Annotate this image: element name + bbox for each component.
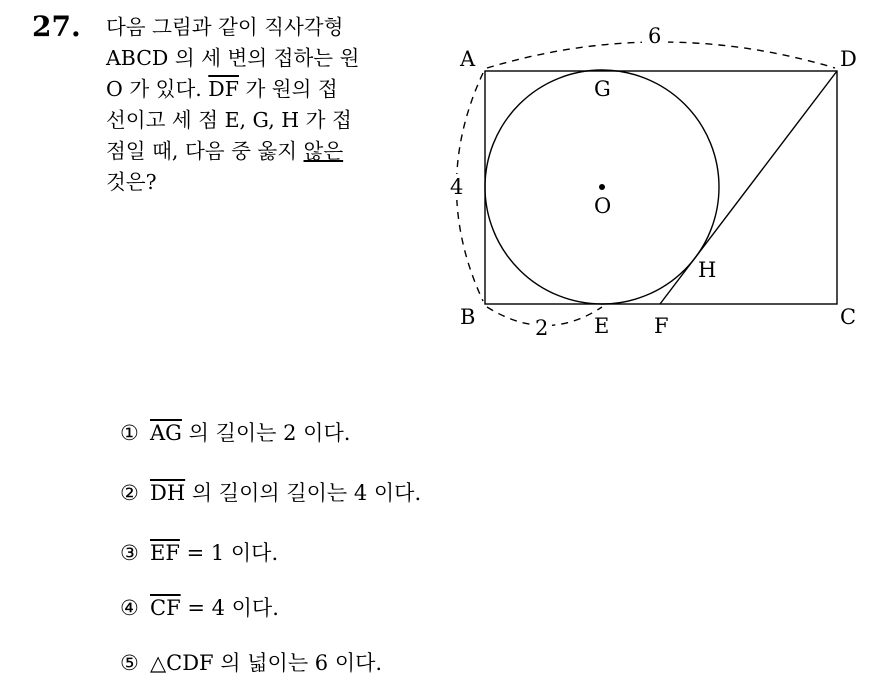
option-number: ③ — [120, 541, 139, 565]
option-2[interactable] — [120, 477, 421, 507]
option-number: ④ — [120, 596, 139, 620]
question-line-2: ABCD 의 세 변의 접하는 원 — [106, 46, 360, 70]
label-c: C — [840, 305, 857, 329]
question-text-part: 점일 때, 다음 중 옳지 — [106, 139, 304, 163]
center-point-o — [599, 184, 605, 190]
question-line-6: 것은? — [106, 170, 157, 194]
question-text-part: O 가 있다. — [106, 77, 209, 101]
question-number: 27. — [32, 10, 81, 43]
option-segment: $\overline{EF}$ — [150, 541, 180, 565]
label-d: D — [840, 47, 857, 71]
option-text: 의 길이의 길이는 4 이다. — [185, 481, 422, 505]
option-text: = 4 이다. — [180, 596, 279, 620]
option-3[interactable] — [120, 537, 278, 567]
segment-df: $\overline{DF}$ — [208, 77, 239, 101]
question-line-4: 선이고 세 점 E, G, H 가 접 — [106, 108, 352, 132]
dimension-label-bottom: 2 — [535, 316, 549, 340]
rectangle-abcd — [485, 71, 837, 304]
label-h: H — [698, 258, 717, 282]
underlined-word: 않은 — [303, 139, 344, 163]
option-text: 의 길이는 2 이다. — [181, 421, 351, 445]
question-line-1: 다음 그림과 같이 직사각형 — [106, 15, 344, 39]
dimension-label-top: 6 — [648, 24, 662, 48]
label-b: B — [460, 305, 476, 329]
option-number: ① — [120, 421, 139, 445]
label-o: O — [594, 194, 612, 218]
label-g: G — [594, 77, 611, 101]
option-number: ⑤ — [120, 651, 139, 675]
dimension-label-left: 4 — [450, 175, 464, 199]
label-f: F — [654, 314, 669, 338]
option-number: ② — [120, 481, 139, 505]
option-5[interactable] — [120, 647, 382, 677]
option-4[interactable] — [120, 592, 279, 622]
option-text: = 1 이다. — [179, 541, 279, 565]
option-segment: $\overline{CF}$ — [150, 596, 181, 620]
label-a: A — [460, 47, 476, 71]
option-text: △CDF 의 넓이는 6 이다. — [150, 651, 383, 675]
option-1[interactable] — [120, 417, 350, 447]
option-segment: $\overline{AG}$ — [150, 421, 182, 445]
label-e: E — [594, 314, 610, 338]
question-text-part: 가 원의 접 — [238, 77, 338, 101]
option-segment: $\overline{DH}$ — [150, 481, 186, 505]
